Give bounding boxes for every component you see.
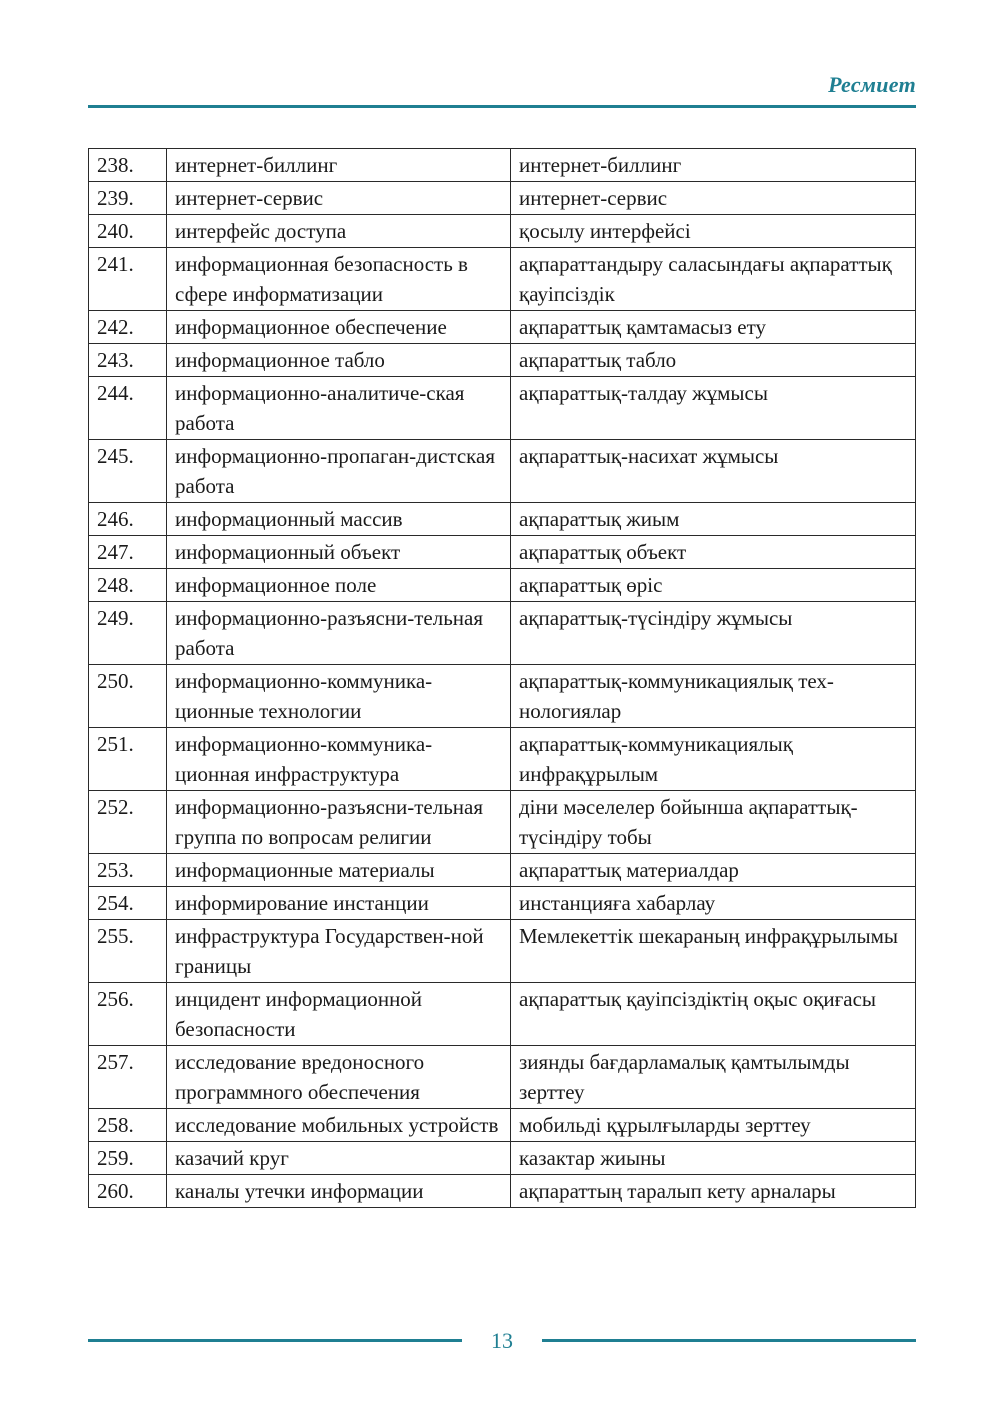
entry-number: 253.: [89, 854, 167, 887]
table-row: [89, 887, 916, 920]
term-russian: информационная безопасность в сфере информатизации: [167, 248, 511, 311]
term-kazakh: ақпараттық материалдар: [511, 854, 916, 887]
term-kazakh: ақпараттық-талдау жұмысы: [511, 377, 916, 440]
term-russian: информационно-аналитиче-ская работа: [167, 377, 511, 440]
table-row: [89, 791, 916, 854]
term-kazakh: интернет-биллинг: [511, 149, 916, 182]
term-russian: инфраструктура Государствен-ной границы: [167, 920, 511, 983]
term-kazakh: инстанцияға хабарлау: [511, 887, 916, 920]
footer-rule-right: [542, 1339, 916, 1342]
entry-number: 260.: [89, 1175, 167, 1208]
entry-number: 239.: [89, 182, 167, 215]
term-kazakh: ақпараттық жиым: [511, 503, 916, 536]
table-row: [89, 602, 916, 665]
table-row: [89, 182, 916, 215]
term-kazakh: зиянды бағдарламалық қамтылымды зерттеу: [511, 1046, 916, 1109]
table-row: [89, 248, 916, 311]
term-kazakh: ақпараттың таралып кету арналары: [511, 1175, 916, 1208]
entry-number: 241.: [89, 248, 167, 311]
entry-number: 257.: [89, 1046, 167, 1109]
entry-number: 252.: [89, 791, 167, 854]
term-russian: информационный массив: [167, 503, 511, 536]
footer-rule-left: [88, 1339, 462, 1342]
entry-number: 244.: [89, 377, 167, 440]
term-kazakh: ақпараттық-насихат жұмысы: [511, 440, 916, 503]
entry-number: 238.: [89, 149, 167, 182]
term-russian: информационно-разъясни-тельная группа по вопросам религии: [167, 791, 511, 854]
term-kazakh: ақпараттандыру саласындағы ақпараттық қауіпсіздік: [511, 248, 916, 311]
table-row: [89, 440, 916, 503]
term-kazakh: ақпараттық-түсіндіру жұмысы: [511, 602, 916, 665]
page-number: 13: [491, 1328, 513, 1353]
running-head-title: Ресмиет: [828, 72, 916, 97]
table-row: [89, 1046, 916, 1109]
entry-number: 254.: [89, 887, 167, 920]
term-russian: исследование вредоносного программного обеспечения: [167, 1046, 511, 1109]
table-row: [89, 503, 916, 536]
entry-number: 255.: [89, 920, 167, 983]
term-kazakh: ақпараттық өріс: [511, 569, 916, 602]
term-russian: интернет-сервис: [167, 182, 511, 215]
term-russian: информационный объект: [167, 536, 511, 569]
term-russian: интернет-биллинг: [167, 149, 511, 182]
term-kazakh: Мемлекеттік шекараның инфрақұрылымы: [511, 920, 916, 983]
table-row: [89, 983, 916, 1046]
table-row: [89, 1109, 916, 1142]
term-kazakh: ақпараттық объект: [511, 536, 916, 569]
table-row: [89, 569, 916, 602]
entry-number: 256.: [89, 983, 167, 1046]
term-russian: информационные материалы: [167, 854, 511, 887]
entry-number: 249.: [89, 602, 167, 665]
table-row: [89, 665, 916, 728]
term-russian: информационно-коммуника-ционная инфраструктура: [167, 728, 511, 791]
table-row: [89, 536, 916, 569]
term-kazakh: қосылу интерфейсі: [511, 215, 916, 248]
glossary-table: [88, 148, 916, 1208]
term-russian: информационно-разъясни-тельная работа: [167, 602, 511, 665]
entry-number: 240.: [89, 215, 167, 248]
term-russian: информационное табло: [167, 344, 511, 377]
term-russian: информационное поле: [167, 569, 511, 602]
term-kazakh: діни мәселелер бойынша ақпараттық-түсіндіру тобы: [511, 791, 916, 854]
entry-number: 258.: [89, 1109, 167, 1142]
entry-number: 246.: [89, 503, 167, 536]
table-row: [89, 920, 916, 983]
entry-number: 250.: [89, 665, 167, 728]
term-russian: каналы утечки информации: [167, 1175, 511, 1208]
entry-number: 248.: [89, 569, 167, 602]
term-russian: интерфейс доступа: [167, 215, 511, 248]
term-russian: казачий круг: [167, 1142, 511, 1175]
term-kazakh: ақпараттық-коммуникациялық инфрақұрылым: [511, 728, 916, 791]
entry-number: 242.: [89, 311, 167, 344]
table-row: [89, 311, 916, 344]
entry-number: 247.: [89, 536, 167, 569]
table-row: [89, 1142, 916, 1175]
table-row: [89, 728, 916, 791]
term-russian: информационное обеспечение: [167, 311, 511, 344]
table-row: [89, 1175, 916, 1208]
term-kazakh: казактар жиыны: [511, 1142, 916, 1175]
term-russian: информирование инстанции: [167, 887, 511, 920]
term-russian: информационно-коммуника-ционные технологии: [167, 665, 511, 728]
entry-number: 251.: [89, 728, 167, 791]
term-russian: исследование мобильных устройств: [167, 1109, 511, 1142]
term-russian: инцидент информационной безопасности: [167, 983, 511, 1046]
term-kazakh: ақпараттық қауіпсіздіктің оқыс оқиғасы: [511, 983, 916, 1046]
table-row: [89, 854, 916, 887]
term-kazakh: мобильді құрылғыларды зерттеу: [511, 1109, 916, 1142]
term-russian: информационно-пропаган-дистская работа: [167, 440, 511, 503]
table-row: [89, 215, 916, 248]
entry-number: 259.: [89, 1142, 167, 1175]
term-kazakh: ақпараттық табло: [511, 344, 916, 377]
term-kazakh: ақпараттық-коммуникациялық тех-нологиялар: [511, 665, 916, 728]
entry-number: 243.: [89, 344, 167, 377]
term-kazakh: интернет-сервис: [511, 182, 916, 215]
header-rule: [88, 105, 916, 108]
entry-number: 245.: [89, 440, 167, 503]
page-footer: [88, 1327, 916, 1357]
table-row: [89, 377, 916, 440]
table-row: [89, 344, 916, 377]
term-kazakh: ақпараттық қамтамасыз ету: [511, 311, 916, 344]
table-row: [89, 149, 916, 182]
glossary-table-body: [89, 149, 916, 1208]
